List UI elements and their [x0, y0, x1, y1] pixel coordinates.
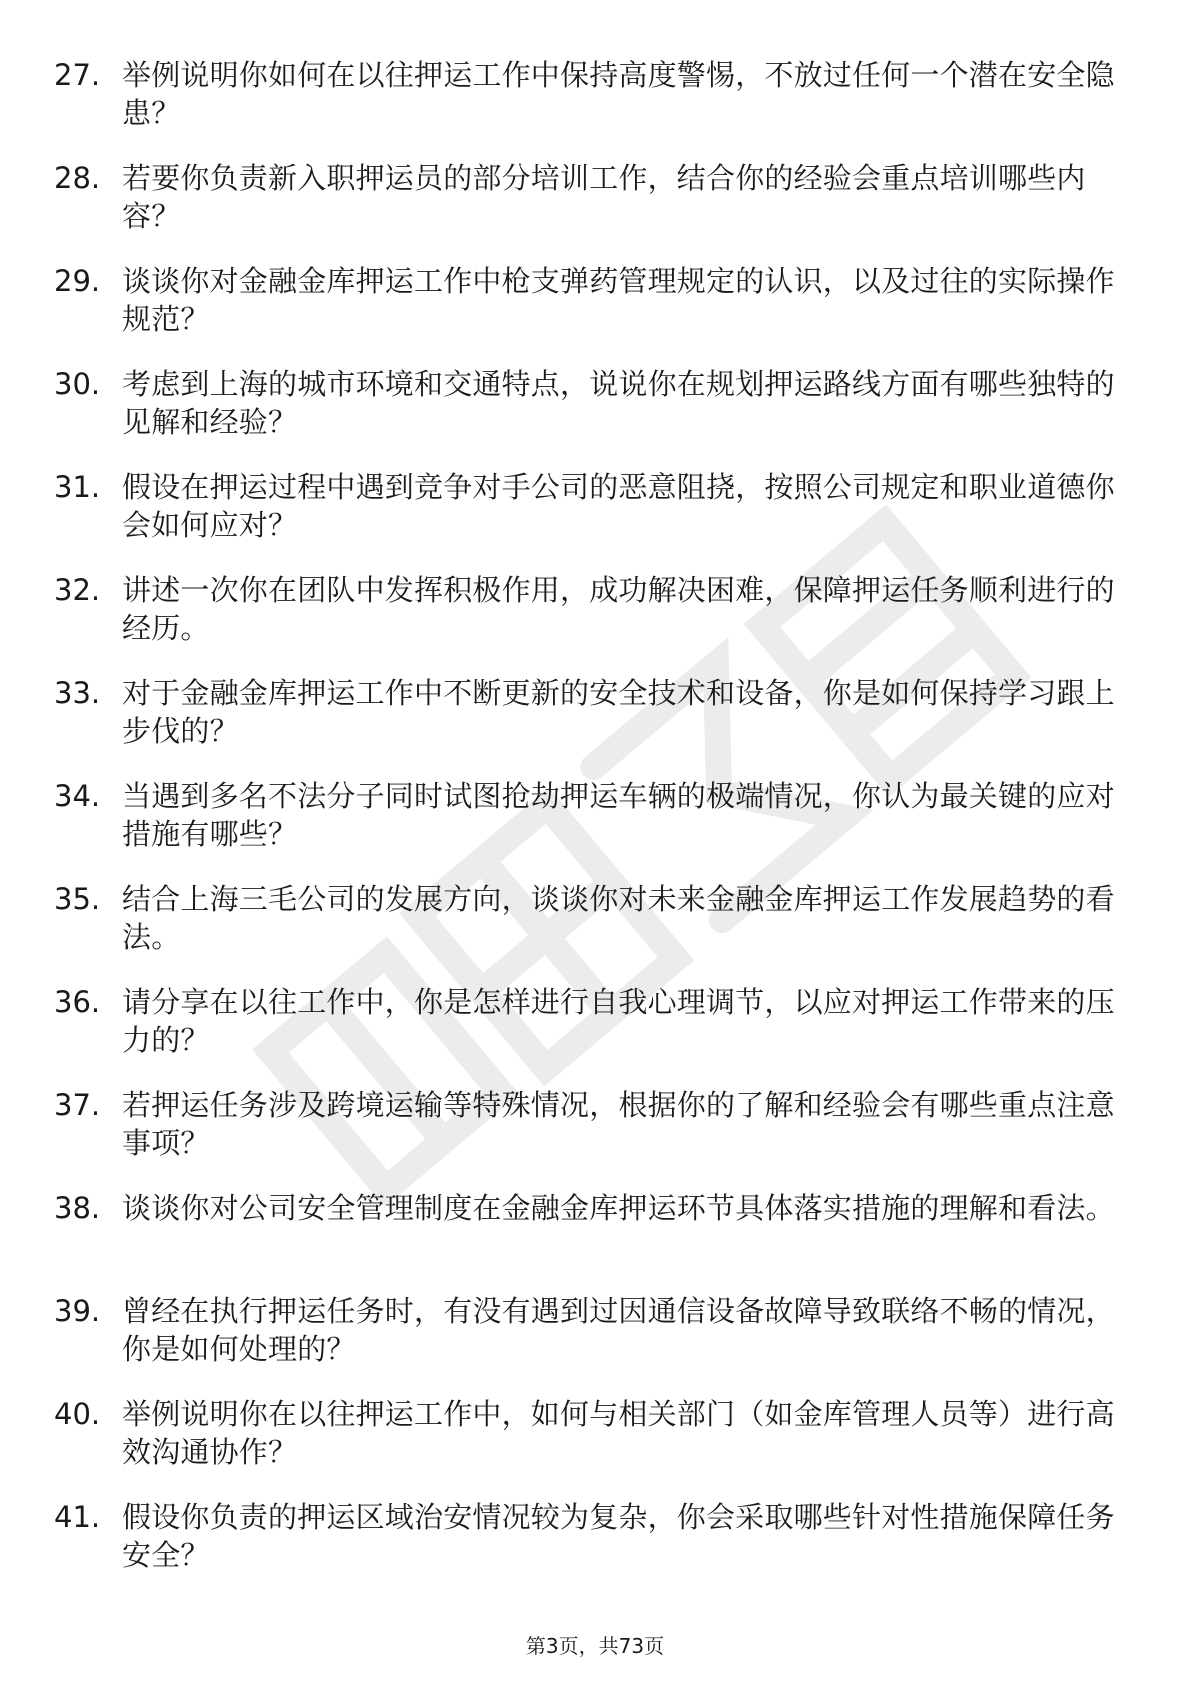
question-number: 36. — [54, 985, 101, 1019]
question-item — [0, 975, 1190, 1078]
question-item — [0, 563, 1190, 666]
question-text: 假设你负责的押运区域治安情况较为复杂，你会采取哪些针对性措施保障任务安全？ — [122, 1500, 1115, 1572]
question-text: 当遇到多名不法分子同时试图抢劫押运车辆的极端情况，你认为最关键的应对措施有哪些？ — [122, 779, 1115, 851]
question-number: 29. — [54, 264, 101, 298]
question-number: 28. — [54, 161, 101, 195]
question-text: 考虑到上海的城市环境和交通特点，说说你在规划押运路线方面有哪些独特的见解和经验？ — [122, 367, 1115, 439]
question-text: 讲述一次你在团队中发挥积极作用，成功解决困难，保障押运任务顺利进行的经历。 — [122, 573, 1115, 645]
question-text: 谈谈你对公司安全管理制度在金融金库押运环节具体落实措施的理解和看法。 — [122, 1191, 1115, 1225]
question-number: 34. — [54, 779, 101, 813]
question-number: 31. — [54, 470, 101, 504]
question-number: 40. — [54, 1397, 101, 1431]
question-item — [0, 769, 1190, 872]
question-number: 37. — [54, 1088, 101, 1122]
question-text: 结合上海三毛公司的发展方向，谈谈你对未来金融金库押运工作发展趋势的看法。 — [122, 882, 1115, 954]
question-number: 38. — [54, 1191, 101, 1225]
question-item — [0, 1181, 1190, 1284]
question-text: 举例说明你如何在以往押运工作中保持高度警惕，不放过任何一个潜在安全隐患？ — [122, 58, 1115, 130]
question-text: 对于金融金库押运工作中不断更新的安全技术和设备，你是如何保持学习跟上步伐的？ — [122, 676, 1115, 748]
question-item — [0, 151, 1190, 254]
question-number: 30. — [54, 367, 101, 401]
page-number: 第3页，共73页 — [525, 1634, 665, 1658]
question-item — [0, 872, 1190, 975]
question-item — [0, 48, 1190, 151]
question-text: 曾经在执行押运任务时，有没有遇到过因通信设备故障导致联络不畅的情况，你是如何处理的？ — [122, 1294, 1115, 1366]
page-footer — [0, 1633, 1190, 1659]
question-number: 32. — [54, 573, 101, 607]
question-text: 请分享在以往工作中，你是怎样进行自我心理调节，以应对押运工作带来的压力的？ — [122, 985, 1115, 1057]
question-text: 举例说明你在以往押运工作中，如何与相关部门（如金库管理人员等）进行高效沟通协作？ — [122, 1397, 1115, 1469]
question-number: 35. — [54, 882, 101, 916]
question-item — [0, 357, 1190, 460]
question-list — [0, 48, 1190, 1593]
question-item — [0, 460, 1190, 563]
question-item — [0, 1078, 1190, 1181]
question-number: 27. — [54, 58, 101, 92]
question-number: 33. — [54, 676, 101, 710]
question-item — [0, 1387, 1190, 1490]
question-number: 39. — [54, 1294, 101, 1328]
question-text: 谈谈你对金融金库押运工作中枪支弹药管理规定的认识，以及过往的实际操作规范？ — [122, 264, 1115, 336]
question-text: 若押运任务涉及跨境运输等特殊情况，根据你的了解和经验会有哪些重点注意事项？ — [122, 1088, 1115, 1160]
question-item — [0, 1490, 1190, 1593]
question-number: 41. — [54, 1500, 101, 1534]
question-item — [0, 254, 1190, 357]
question-item — [0, 1284, 1190, 1387]
question-item — [0, 666, 1190, 769]
question-text: 假设在押运过程中遇到竞争对手公司的恶意阻挠，按照公司规定和职业道德你会如何应对？ — [122, 470, 1115, 542]
question-text: 若要你负责新入职押运员的部分培训工作，结合你的经验会重点培训哪些内容？ — [122, 161, 1086, 233]
